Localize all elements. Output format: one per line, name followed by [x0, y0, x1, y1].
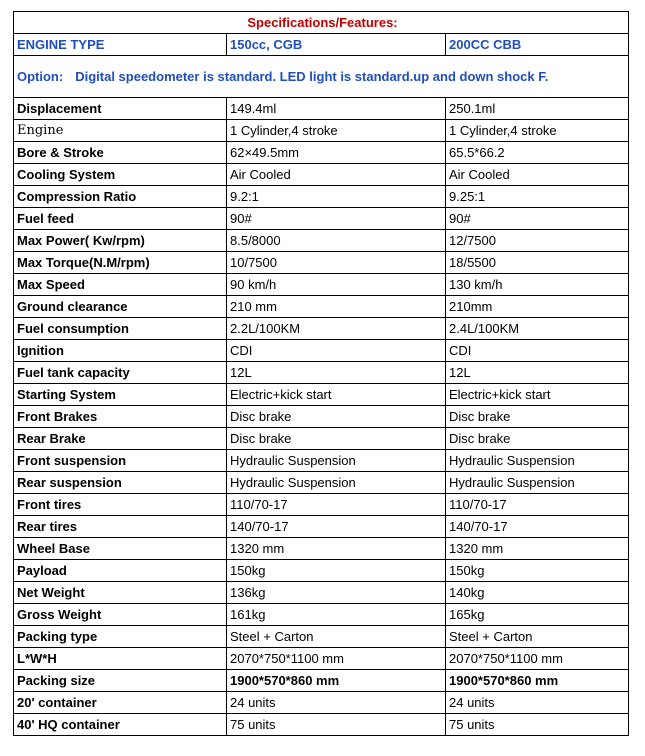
table-row: [14, 692, 629, 714]
spec-label: Ground clearance: [14, 296, 227, 318]
table-row: [14, 626, 629, 648]
table-row: [14, 604, 629, 626]
spec-value-200: Disc brake: [446, 406, 629, 428]
spec-value-200: 250.1ml: [446, 98, 629, 120]
table-row: [14, 714, 629, 736]
spec-value-200: 110/70-17: [446, 494, 629, 516]
table-row: [14, 252, 629, 274]
option-row: [14, 56, 629, 98]
table-row: [14, 472, 629, 494]
spec-label: Cooling System: [14, 164, 227, 186]
header-model-200: 200CC CBB: [446, 34, 629, 56]
spec-label: Max Power( Kw/rpm): [14, 230, 227, 252]
option-text: Digital speedometer is standard. LED light is standard.up and down shock F.: [75, 69, 549, 84]
spec-label: Fuel feed: [14, 208, 227, 230]
spec-value-200: 75 units: [446, 714, 629, 736]
spec-value-150: 161kg: [227, 604, 446, 626]
spec-value-150: 1 Cylinder,4 stroke: [227, 120, 446, 142]
spec-value-150: Electric+kick start: [227, 384, 446, 406]
spec-value-150: 90 km/h: [227, 274, 446, 296]
table-row: [14, 494, 629, 516]
table-row: [14, 274, 629, 296]
spec-label: Ignition: [14, 340, 227, 362]
spec-value-200: 2070*750*1100 mm: [446, 648, 629, 670]
spec-value-200: Steel + Carton: [446, 626, 629, 648]
spec-value-200: 140kg: [446, 582, 629, 604]
spec-value-200: 1 Cylinder,4 stroke: [446, 120, 629, 142]
table-title: Specifications/Features:: [14, 12, 629, 34]
table-row: [14, 428, 629, 450]
spec-label: Wheel Base: [14, 538, 227, 560]
spec-label: Front suspension: [14, 450, 227, 472]
spec-value-200: Air Cooled: [446, 164, 629, 186]
spec-value-200: 1320 mm: [446, 538, 629, 560]
spec-value-150: 210 mm: [227, 296, 446, 318]
spec-label: Fuel consumption: [14, 318, 227, 340]
spec-value-150: Steel + Carton: [227, 626, 446, 648]
spec-value-150: 1900*570*860 mm: [227, 670, 446, 692]
table-row: [14, 560, 629, 582]
spec-label: Net Weight: [14, 582, 227, 604]
spec-value-200: Disc brake: [446, 428, 629, 450]
table-row: [14, 186, 629, 208]
spec-label: Displacement: [14, 98, 227, 120]
spec-label: Rear suspension: [14, 472, 227, 494]
spec-label: Packing type: [14, 626, 227, 648]
spec-value-200: Electric+kick start: [446, 384, 629, 406]
spec-value-150: 2070*750*1100 mm: [227, 648, 446, 670]
spec-label: Max Torque(N.M/rpm): [14, 252, 227, 274]
spec-label: Front Brakes: [14, 406, 227, 428]
spec-table: [13, 11, 629, 736]
option-cell: [14, 56, 629, 98]
spec-label: Packing size: [14, 670, 227, 692]
spec-value-150: 110/70-17: [227, 494, 446, 516]
spec-value-150: 75 units: [227, 714, 446, 736]
spec-value-200: 165kg: [446, 604, 629, 626]
spec-value-200: 65.5*66.2: [446, 142, 629, 164]
spec-label: Bore & Stroke: [14, 142, 227, 164]
spec-value-150: Air Cooled: [227, 164, 446, 186]
header-row: [14, 34, 629, 56]
spec-value-150: 140/70-17: [227, 516, 446, 538]
spec-label: Max Speed: [14, 274, 227, 296]
spec-value-200: 2.4L/100KM: [446, 318, 629, 340]
spec-label: 20' container: [14, 692, 227, 714]
table-row: [14, 384, 629, 406]
spec-value-150: 150kg: [227, 560, 446, 582]
spec-value-150: Hydraulic Suspension: [227, 472, 446, 494]
spec-value-150: Disc brake: [227, 428, 446, 450]
table-row: [14, 406, 629, 428]
table-row: [14, 582, 629, 604]
spec-value-200: 150kg: [446, 560, 629, 582]
spec-label: Payload: [14, 560, 227, 582]
spec-label: Fuel tank capacity: [14, 362, 227, 384]
table-row: [14, 450, 629, 472]
table-row: [14, 516, 629, 538]
spec-value-150: 1320 mm: [227, 538, 446, 560]
option-label: Option:: [17, 69, 64, 84]
spec-value-150: 8.5/8000: [227, 230, 446, 252]
spec-value-200: Hydraulic Suspension: [446, 450, 629, 472]
spec-value-200: 210mm: [446, 296, 629, 318]
spec-value-200: 18/5500: [446, 252, 629, 274]
spec-value-200: 24 units: [446, 692, 629, 714]
table-row: [14, 98, 629, 120]
table-row: [14, 340, 629, 362]
spec-label: Rear tires: [14, 516, 227, 538]
spec-value-150: 24 units: [227, 692, 446, 714]
spec-value-150: Disc brake: [227, 406, 446, 428]
spec-value-150: 12L: [227, 362, 446, 384]
table-row: [14, 230, 629, 252]
spec-label: Starting System: [14, 384, 227, 406]
spec-label: Compression Ratio: [14, 186, 227, 208]
spec-value-200: Hydraulic Suspension: [446, 472, 629, 494]
spec-value-150: CDI: [227, 340, 446, 362]
spec-value-150: 149.4ml: [227, 98, 446, 120]
spec-label: L*W*H: [14, 648, 227, 670]
spec-value-150: Hydraulic Suspension: [227, 450, 446, 472]
table-row: [14, 120, 629, 142]
spec-value-200: CDI: [446, 340, 629, 362]
table-row: [14, 670, 629, 692]
spec-label: 40' HQ container: [14, 714, 227, 736]
spec-value-200: 130 km/h: [446, 274, 629, 296]
spec-value-200: 140/70-17: [446, 516, 629, 538]
table-row: [14, 142, 629, 164]
title-row: [14, 12, 629, 34]
spec-label: Gross Weight: [14, 604, 227, 626]
spec-value-200: 12/7500: [446, 230, 629, 252]
spec-label: Front tires: [14, 494, 227, 516]
table-row: [14, 164, 629, 186]
table-row: [14, 648, 629, 670]
header-model-150: 150cc, CGB: [227, 34, 446, 56]
table-row: [14, 318, 629, 340]
table-row: [14, 208, 629, 230]
spec-value-200: 1900*570*860 mm: [446, 670, 629, 692]
spec-value-150: 136kg: [227, 582, 446, 604]
spec-sheet: [13, 11, 628, 736]
spec-value-200: 12L: [446, 362, 629, 384]
spec-value-150: 90#: [227, 208, 446, 230]
spec-value-150: 2.2L/100KM: [227, 318, 446, 340]
table-row: [14, 296, 629, 318]
spec-value-200: 90#: [446, 208, 629, 230]
spec-value-150: 62×49.5mm: [227, 142, 446, 164]
spec-value-150: 9.2:1: [227, 186, 446, 208]
header-engine-type: ENGINE TYPE: [14, 34, 227, 56]
spec-label: Engine: [14, 120, 227, 142]
table-row: [14, 362, 629, 384]
spec-value-150: 10/7500: [227, 252, 446, 274]
spec-value-200: 9.25:1: [446, 186, 629, 208]
table-row: [14, 538, 629, 560]
spec-label: Rear Brake: [14, 428, 227, 450]
